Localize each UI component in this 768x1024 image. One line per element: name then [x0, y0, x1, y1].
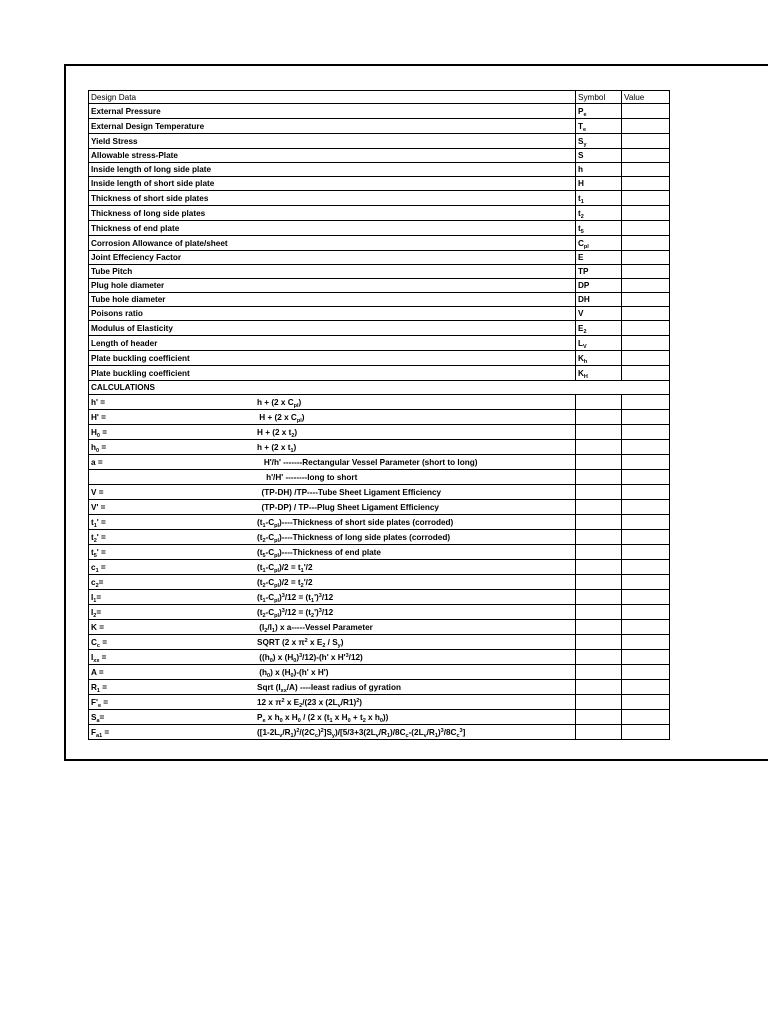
design-data-row: [89, 177, 670, 191]
calculation-formula: [89, 680, 576, 695]
calculation-value-cell[interactable]: [622, 710, 670, 725]
calculation-symbol-cell: [576, 635, 622, 650]
calculation-symbol-cell: [576, 710, 622, 725]
formula-variable: $h_0$ =: [91, 442, 107, 454]
formula-expression: h + (2 x $C_{pl}$): [257, 397, 302, 409]
parameter-value-cell[interactable]: [622, 251, 670, 265]
parameter-symbol: DP: [576, 279, 622, 293]
parameter-label: Joint Effeciency Factor: [89, 251, 576, 265]
calculation-row: [89, 695, 670, 710]
calculation-formula: [89, 710, 576, 725]
calculation-formula: [89, 515, 576, 530]
parameter-symbol: $t_1$: [576, 191, 622, 206]
parameter-label: Plug hole diameter: [89, 279, 576, 293]
formula-expression: h + (2 x $t_1$): [257, 442, 297, 454]
parameter-label: Corrosion Allowance of plate/sheet: [89, 236, 576, 251]
parameter-symbol: H: [576, 177, 622, 191]
calculation-symbol-cell: [576, 410, 622, 425]
calculation-value-cell[interactable]: [622, 395, 670, 410]
formula-variable: $F_{a1}$ =: [91, 727, 110, 739]
formula-variable: a =: [91, 457, 103, 467]
calculation-formula: [89, 410, 576, 425]
calculation-value-cell[interactable]: [622, 410, 670, 425]
parameter-value-cell[interactable]: [622, 177, 670, 191]
calculation-formula: [89, 485, 576, 500]
calculation-row: [89, 470, 670, 485]
parameter-label: Thickness of short side plates: [89, 191, 576, 206]
calculation-value-cell[interactable]: [622, 560, 670, 575]
calculation-row: [89, 455, 670, 470]
design-data-row: [89, 251, 670, 265]
calculation-row: [89, 515, 670, 530]
parameter-label: Plate buckling coefficient: [89, 366, 576, 381]
formula-variable: V' =: [91, 502, 106, 512]
parameter-value-cell[interactable]: [622, 236, 670, 251]
calculation-formula: [89, 635, 576, 650]
calculation-row: [89, 545, 670, 560]
header-symbol: Symbol: [576, 91, 622, 104]
calculation-formula: [89, 425, 576, 440]
parameter-symbol: V: [576, 307, 622, 321]
parameter-label: Plate buckling coefficient: [89, 351, 576, 366]
header-row: [89, 91, 670, 104]
parameter-value-cell[interactable]: [622, 149, 670, 163]
calculation-value-cell[interactable]: [622, 620, 670, 635]
parameter-label: Thickness of end plate: [89, 221, 576, 236]
design-data-row: [89, 163, 670, 177]
calculation-symbol-cell: [576, 590, 622, 605]
calculation-symbol-cell: [576, 695, 622, 710]
formula-variable: $I_2=$: [91, 607, 102, 619]
parameter-symbol: $C_{pl}$: [576, 236, 622, 251]
calculation-symbol-cell: [576, 425, 622, 440]
calculation-symbol-cell: [576, 665, 622, 680]
calculation-formula: [89, 665, 576, 680]
parameter-value-cell[interactable]: [622, 206, 670, 221]
parameter-value-cell[interactable]: [622, 336, 670, 351]
calculation-value-cell[interactable]: [622, 485, 670, 500]
formula-expression: $(h_0)$ x $(H_0)-(h'$ x H'): [257, 667, 329, 679]
calculation-value-cell[interactable]: [622, 605, 670, 620]
formula-variable: $I_{xx}$ =: [91, 652, 107, 664]
calculation-value-cell[interactable]: [622, 665, 670, 680]
calculation-symbol-cell: [576, 440, 622, 455]
parameter-label: Allowable stress-Plate: [89, 149, 576, 163]
parameter-label: Tube Pitch: [89, 265, 576, 279]
calculation-value-cell[interactable]: [622, 530, 670, 545]
calculation-row: [89, 485, 670, 500]
parameter-value-cell[interactable]: [622, 104, 670, 119]
calculation-symbol-cell: [576, 470, 622, 485]
calculation-row: [89, 440, 670, 455]
calculation-symbol-cell: [576, 680, 622, 695]
calculation-row: [89, 395, 670, 410]
parameter-label: Inside length of long side plate: [89, 163, 576, 177]
parameter-symbol: $t_2$: [576, 206, 622, 221]
parameter-label: Yield Stress: [89, 134, 576, 149]
formula-variable: $t_5'$ =: [91, 547, 106, 559]
calculation-formula: [89, 695, 576, 710]
parameter-symbol: $L_V$: [576, 336, 622, 351]
calculation-row: [89, 425, 670, 440]
parameter-value-cell[interactable]: [622, 351, 670, 366]
formula-variable: H' =: [91, 412, 106, 422]
formula-variable: $S_a=$: [91, 712, 105, 724]
parameter-label: External Pressure: [89, 104, 576, 119]
design-data-row: [89, 134, 670, 149]
formula-expression: (TP-DP) / TP---Plug Sheet Ligament Efficiency: [257, 502, 439, 512]
calculation-value-cell[interactable]: [622, 500, 670, 515]
calculation-formula: [89, 545, 576, 560]
calculation-symbol-cell: [576, 725, 622, 740]
parameter-symbol: DH: [576, 293, 622, 307]
parameter-label: Poisons ratio: [89, 307, 576, 321]
formula-expression: h'/H' --------long to short: [257, 472, 358, 482]
formula-expression: $(t_1-C_{pl})---$-Thickness of short side plates (corroded): [257, 517, 454, 529]
design-data-table: [88, 90, 670, 740]
calculation-symbol-cell: [576, 650, 622, 665]
formula-expression: $(t_2-C_{pl})---$-Thickness of long side plates (corroded): [257, 532, 451, 544]
calculation-value-cell[interactable]: [622, 680, 670, 695]
parameter-symbol: $T_e$: [576, 119, 622, 134]
calculation-value-cell[interactable]: [622, 425, 670, 440]
calculation-formula: [89, 560, 576, 575]
parameter-symbol: $K_H$: [576, 366, 622, 381]
calculation-formula: [89, 590, 576, 605]
calculation-symbol-cell: [576, 575, 622, 590]
calculation-row: [89, 620, 670, 635]
parameter-value-cell[interactable]: [622, 279, 670, 293]
parameter-value-cell[interactable]: [622, 265, 670, 279]
header-value: Value: [622, 91, 670, 104]
calculation-symbol-cell: [576, 455, 622, 470]
calculation-symbol-cell: [576, 620, 622, 635]
parameter-value-cell[interactable]: [622, 366, 670, 381]
calculation-formula: [89, 725, 576, 740]
formula-expression: Sqrt $(I_{xx}/A)$ ----least radius of gyration: [257, 682, 401, 694]
formula-expression: $(t_2-C_{pl})/2 = t_2'/2$: [257, 577, 313, 589]
calculation-symbol-cell: [576, 515, 622, 530]
calculation-row: [89, 560, 670, 575]
calculation-value-cell[interactable]: [622, 515, 670, 530]
calculation-value-cell[interactable]: [622, 575, 670, 590]
calculation-formula: [89, 530, 576, 545]
calculations-heading: CALCULATIONS: [89, 381, 670, 395]
design-data-row: [89, 351, 670, 366]
formula-expression: $(t_5-C_{pl})---$-Thickness of end plate: [257, 547, 381, 559]
parameter-symbol: $E_2$: [576, 321, 622, 336]
design-data-row: [89, 206, 670, 221]
formula-expression: $(I_2/I_1)$ x a-----Vessel Parameter: [257, 622, 373, 634]
design-data-row: [89, 149, 670, 163]
calculation-formula: [89, 440, 576, 455]
formula-expression: $(t_2-C_{pl})^3/12 = (t_2')^3/12$: [257, 607, 334, 619]
calculation-formula: [89, 575, 576, 590]
calculation-formula: [89, 650, 576, 665]
parameter-label: Length of header: [89, 336, 576, 351]
calculation-row: [89, 650, 670, 665]
parameter-symbol: E: [576, 251, 622, 265]
parameter-label: Inside length of short side plate: [89, 177, 576, 191]
formula-variable: $I_1=$: [91, 592, 102, 604]
calculation-symbol-cell: [576, 605, 622, 620]
calculations-heading-row: [89, 381, 670, 395]
design-data-row: [89, 366, 670, 381]
calculation-symbol-cell: [576, 500, 622, 515]
calculation-formula: [89, 455, 576, 470]
calculation-formula: [89, 620, 576, 635]
parameter-label: Thickness of long side plates: [89, 206, 576, 221]
parameter-value-cell[interactable]: [622, 191, 670, 206]
calculation-row: [89, 680, 670, 695]
formula-expression: H'/h' -------Rectangular Vessel Parameter (short to long): [257, 457, 478, 467]
parameter-value-cell[interactable]: [622, 293, 670, 307]
design-data-row: [89, 279, 670, 293]
parameter-symbol: $t_5$: [576, 221, 622, 236]
calculation-row: [89, 530, 670, 545]
formula-expression: SQRT (2 x $\pi^2$ x $E_2 / S_y$): [257, 637, 344, 649]
formula-expression: H + (2 x $t_2$): [257, 427, 298, 439]
parameter-value-cell[interactable]: [622, 321, 670, 336]
formula-variable: $C_c$ =: [91, 637, 108, 649]
formula-expression: H + (2 x $C_{pl}$): [257, 412, 305, 424]
parameter-value-cell[interactable]: [622, 134, 670, 149]
formula-variable: $R_1$ =: [91, 682, 108, 694]
formula-variable: $t_1'$ =: [91, 517, 106, 529]
calculation-value-cell[interactable]: [622, 455, 670, 470]
parameter-symbol: $K_h$: [576, 351, 622, 366]
calculation-symbol-cell: [576, 545, 622, 560]
calculation-row: [89, 635, 670, 650]
calculation-value-cell[interactable]: [622, 590, 670, 605]
formula-variable: V =: [91, 487, 104, 497]
formula-variable: K =: [91, 622, 104, 632]
calculation-symbol-cell: [576, 560, 622, 575]
calculation-formula: [89, 470, 576, 485]
calculation-value-cell[interactable]: [622, 725, 670, 740]
parameter-value-cell[interactable]: [622, 119, 670, 134]
formula-variable: h' =: [91, 397, 106, 407]
calculation-formula: [89, 605, 576, 620]
calculation-row: [89, 575, 670, 590]
parameter-label: External Design Temperature: [89, 119, 576, 134]
formula-variable: A =: [91, 667, 104, 677]
calculation-value-cell[interactable]: [622, 695, 670, 710]
calculation-row: [89, 410, 670, 425]
formula-expression: (TP-DH) /TP----Tube Sheet Ligament Efficiency: [257, 487, 442, 497]
calculation-value-cell[interactable]: [622, 635, 670, 650]
calculation-symbol-cell: [576, 395, 622, 410]
formula-variable: $H_0$ =: [91, 427, 108, 439]
parameter-symbol: S: [576, 149, 622, 163]
calculation-row: [89, 710, 670, 725]
formula-expression: $([1-2L_v/R_1)^2/(2C_c)^2]S_y)/[5/3+3(2L_v/R_1)/8C_c-(2L_v/R_1)^3/8C_c^3]$: [257, 727, 466, 739]
formula-variable: $c_2=$: [91, 577, 104, 589]
parameter-symbol: TP: [576, 265, 622, 279]
calculation-value-cell[interactable]: [622, 470, 670, 485]
parameter-symbol: $P_e$: [576, 104, 622, 119]
formula-expression: 12 x $\pi^2$ x $E_2/(23$ x $(2L_v/R1)^2$): [257, 697, 363, 709]
formula-variable: $c_1$ =: [91, 562, 106, 574]
design-data-row: [89, 236, 670, 251]
calculation-value-cell[interactable]: [622, 545, 670, 560]
calculation-formula: [89, 500, 576, 515]
calculation-value-cell[interactable]: [622, 440, 670, 455]
design-data-row: [89, 265, 670, 279]
parameter-value-cell[interactable]: [622, 221, 670, 236]
calculation-row: [89, 500, 670, 515]
parameter-symbol: h: [576, 163, 622, 177]
calculation-row: [89, 590, 670, 605]
design-data-row: [89, 104, 670, 119]
design-data-row: [89, 191, 670, 206]
calculation-formula: [89, 395, 576, 410]
formula-expression: $(t_1-C_{pl})/2 = t_1'/2$: [257, 562, 313, 574]
formula-expression: $(t_1-C_{pl})^3/12 = (t_1')^3/12$: [257, 592, 334, 604]
calculation-symbol-cell: [576, 530, 622, 545]
design-data-row: [89, 336, 670, 351]
formula-variable: $F'_e$ =: [91, 697, 109, 709]
header-design-data: Design Data: [89, 91, 576, 104]
calculation-row: [89, 605, 670, 620]
parameter-label: Modulus of Elasticity: [89, 321, 576, 336]
formula-expression: $P_e$ x $h_0$ x $H_0 / (2$ x ($t_1$ x $H_0 + t_2$ x $h_0$)): [257, 712, 389, 724]
design-data-row: [89, 221, 670, 236]
calculation-value-cell[interactable]: [622, 650, 670, 665]
design-data-row: [89, 307, 670, 321]
calculation-row: [89, 725, 670, 740]
calculation-row: [89, 665, 670, 680]
formula-expression: ($(h_0)$ x $(H_0)^3/12)-(h'$ x $H'^3/12$): [257, 652, 363, 664]
calculation-symbol-cell: [576, 485, 622, 500]
formula-variable: $t_2'$ =: [91, 532, 106, 544]
parameter-value-cell[interactable]: [622, 163, 670, 177]
parameter-symbol: $S_y$: [576, 134, 622, 149]
design-data-row: [89, 321, 670, 336]
parameter-value-cell[interactable]: [622, 307, 670, 321]
parameter-label: Tube hole diameter: [89, 293, 576, 307]
design-data-row: [89, 119, 670, 134]
design-data-row: [89, 293, 670, 307]
